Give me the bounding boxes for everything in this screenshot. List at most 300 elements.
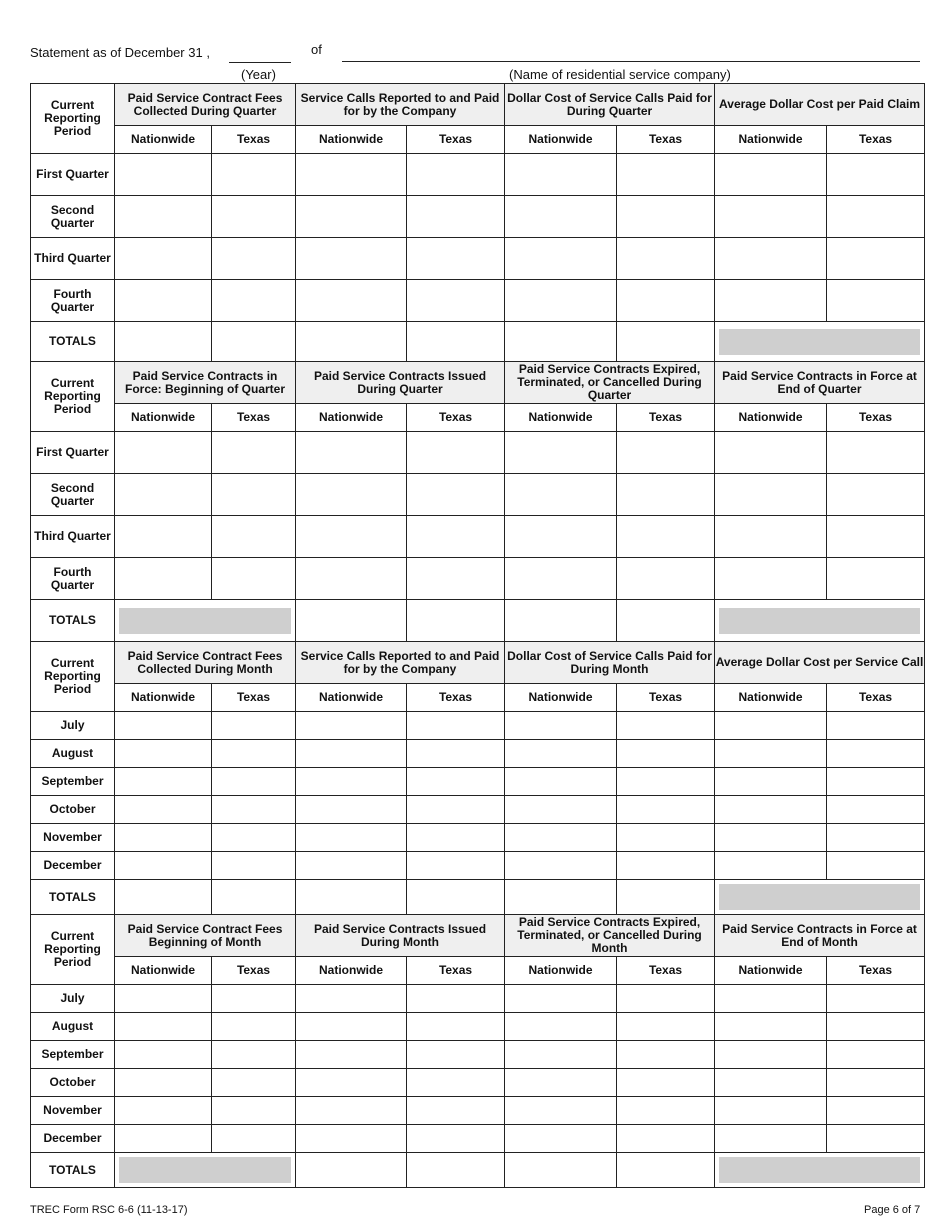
input-cell[interactable] bbox=[407, 558, 505, 600]
input-cell[interactable] bbox=[212, 558, 296, 600]
input-cell[interactable] bbox=[505, 1013, 617, 1041]
total-input-cell[interactable] bbox=[617, 600, 715, 642]
input-cell[interactable] bbox=[617, 1041, 715, 1069]
row-label-november: November bbox=[31, 824, 115, 852]
input-cell[interactable] bbox=[827, 985, 925, 1013]
input-cell[interactable] bbox=[715, 516, 827, 558]
row-label-fourth-quarter: Fourth Quarter bbox=[31, 558, 115, 600]
input-cell[interactable] bbox=[296, 474, 407, 516]
row-label-first-quarter: First Quarter bbox=[31, 432, 115, 474]
input-cell[interactable] bbox=[827, 238, 925, 280]
row-label-october: October bbox=[31, 796, 115, 824]
nationwide-header: Nationwide bbox=[115, 126, 212, 154]
input-cell[interactable] bbox=[212, 740, 296, 768]
table-row bbox=[31, 712, 925, 740]
input-cell[interactable] bbox=[115, 852, 212, 880]
input-cell[interactable] bbox=[617, 712, 715, 740]
total-input-cell[interactable] bbox=[407, 600, 505, 642]
input-cell[interactable] bbox=[715, 154, 827, 196]
table-row bbox=[31, 1041, 925, 1069]
input-cell[interactable] bbox=[115, 196, 212, 238]
shaded-total-cell bbox=[715, 880, 925, 915]
input-cell[interactable] bbox=[827, 1097, 925, 1125]
input-cell[interactable] bbox=[505, 985, 617, 1013]
nationwide-header: Nationwide bbox=[296, 684, 407, 712]
input-cell[interactable] bbox=[505, 432, 617, 474]
row-label-july: July bbox=[31, 985, 115, 1013]
texas-header: Texas bbox=[212, 684, 296, 712]
input-cell[interactable] bbox=[617, 985, 715, 1013]
input-cell[interactable] bbox=[296, 985, 407, 1013]
company-caption: (Name of residential service company) bbox=[509, 67, 731, 82]
input-cell[interactable] bbox=[827, 712, 925, 740]
nationwide-header: Nationwide bbox=[296, 404, 407, 432]
input-cell[interactable] bbox=[115, 1041, 212, 1069]
input-cell[interactable] bbox=[115, 796, 212, 824]
input-cell[interactable] bbox=[407, 238, 505, 280]
input-cell[interactable] bbox=[407, 985, 505, 1013]
input-cell[interactable] bbox=[715, 796, 827, 824]
input-cell[interactable] bbox=[296, 1069, 407, 1097]
texas-header: Texas bbox=[617, 126, 715, 154]
texas-header: Texas bbox=[212, 957, 296, 985]
table-row bbox=[31, 1069, 925, 1097]
input-cell[interactable] bbox=[617, 280, 715, 322]
input-cell[interactable] bbox=[296, 768, 407, 796]
input-cell[interactable] bbox=[505, 1041, 617, 1069]
input-cell[interactable] bbox=[296, 740, 407, 768]
input-cell[interactable] bbox=[115, 1013, 212, 1041]
nationwide-header: Nationwide bbox=[296, 957, 407, 985]
shaded-total-cell bbox=[715, 1153, 925, 1188]
input-cell[interactable] bbox=[296, 712, 407, 740]
totals-label: TOTALS bbox=[31, 1153, 115, 1188]
texas-header: Texas bbox=[407, 126, 505, 154]
table-row bbox=[31, 238, 925, 280]
input-cell[interactable] bbox=[505, 1069, 617, 1097]
nationwide-header: Nationwide bbox=[115, 404, 212, 432]
input-cell[interactable] bbox=[296, 280, 407, 322]
input-cell[interactable] bbox=[115, 1097, 212, 1125]
nationwide-header: Nationwide bbox=[715, 126, 827, 154]
table-row bbox=[31, 768, 925, 796]
nationwide-header: Nationwide bbox=[715, 684, 827, 712]
input-cell[interactable] bbox=[617, 432, 715, 474]
table-row bbox=[31, 474, 925, 516]
total-input-cell[interactable] bbox=[212, 322, 296, 362]
group-header-1: Paid Service Contract Fees Collected During Quarter bbox=[115, 84, 296, 126]
table-row bbox=[31, 154, 925, 196]
nationwide-header: Nationwide bbox=[115, 957, 212, 985]
shaded-total-cell bbox=[715, 322, 925, 362]
group-header-4: Average Dollar Cost per Service Call bbox=[715, 642, 925, 684]
total-input-cell[interactable] bbox=[505, 322, 617, 362]
input-cell[interactable] bbox=[115, 1069, 212, 1097]
texas-header: Texas bbox=[827, 404, 925, 432]
totals-row bbox=[31, 880, 925, 915]
input-cell[interactable] bbox=[296, 824, 407, 852]
row-label-fourth-quarter: Fourth Quarter bbox=[31, 280, 115, 322]
input-cell[interactable] bbox=[407, 824, 505, 852]
texas-header: Texas bbox=[407, 957, 505, 985]
input-cell[interactable] bbox=[505, 824, 617, 852]
total-input-cell[interactable] bbox=[115, 880, 212, 915]
input-cell[interactable] bbox=[715, 558, 827, 600]
current-reporting-period-label: Current Reporting Period bbox=[31, 642, 115, 712]
table-row bbox=[31, 280, 925, 322]
row-label-september: September bbox=[31, 768, 115, 796]
row-label-september: September bbox=[31, 1041, 115, 1069]
year-caption: (Year) bbox=[241, 67, 276, 82]
input-cell[interactable] bbox=[617, 558, 715, 600]
texas-header: Texas bbox=[617, 684, 715, 712]
input-cell[interactable] bbox=[407, 740, 505, 768]
texas-header: Texas bbox=[827, 126, 925, 154]
group-header-2: Paid Service Contracts Issued During Quarter bbox=[296, 362, 505, 404]
input-cell[interactable] bbox=[715, 1069, 827, 1097]
input-cell[interactable] bbox=[115, 824, 212, 852]
report-table bbox=[30, 83, 925, 1188]
group-header-3: Paid Service Contracts Expired, Terminated, or Cancelled During Month bbox=[505, 915, 715, 957]
input-cell[interactable] bbox=[827, 824, 925, 852]
statement-label: Statement as of December 31 , bbox=[30, 45, 210, 60]
section-1-group-row bbox=[31, 84, 925, 126]
input-cell[interactable] bbox=[296, 1013, 407, 1041]
input-cell[interactable] bbox=[505, 1125, 617, 1153]
total-input-cell[interactable] bbox=[212, 880, 296, 915]
totals-label: TOTALS bbox=[31, 880, 115, 915]
input-cell[interactable] bbox=[715, 1125, 827, 1153]
input-cell[interactable] bbox=[827, 154, 925, 196]
current-reporting-period-label: Current Reporting Period bbox=[31, 362, 115, 432]
row-label-august: August bbox=[31, 1013, 115, 1041]
texas-header: Texas bbox=[827, 684, 925, 712]
group-header-2: Service Calls Reported to and Paid for by the Company bbox=[296, 84, 505, 126]
texas-header: Texas bbox=[212, 404, 296, 432]
input-cell[interactable] bbox=[296, 154, 407, 196]
texas-header: Texas bbox=[212, 126, 296, 154]
input-cell[interactable] bbox=[827, 852, 925, 880]
input-cell[interactable] bbox=[617, 474, 715, 516]
input-cell[interactable] bbox=[827, 740, 925, 768]
input-cell[interactable] bbox=[212, 796, 296, 824]
input-cell[interactable] bbox=[212, 1013, 296, 1041]
table-row bbox=[31, 824, 925, 852]
input-cell[interactable] bbox=[505, 280, 617, 322]
input-cell[interactable] bbox=[827, 558, 925, 600]
current-reporting-period-label: Current Reporting Period bbox=[31, 84, 115, 154]
input-cell[interactable] bbox=[505, 1097, 617, 1125]
input-cell[interactable] bbox=[617, 768, 715, 796]
total-input-cell[interactable] bbox=[617, 1153, 715, 1188]
input-cell[interactable] bbox=[505, 796, 617, 824]
group-header-3: Paid Service Contracts Expired, Terminated, or Cancelled During Quarter bbox=[505, 362, 715, 404]
input-cell[interactable] bbox=[212, 154, 296, 196]
input-cell[interactable] bbox=[617, 1125, 715, 1153]
input-cell[interactable] bbox=[617, 824, 715, 852]
input-cell[interactable] bbox=[827, 1069, 925, 1097]
of-label: of bbox=[311, 42, 322, 57]
total-input-cell[interactable] bbox=[505, 1153, 617, 1188]
table-row bbox=[31, 740, 925, 768]
input-cell[interactable] bbox=[505, 154, 617, 196]
input-cell[interactable] bbox=[407, 432, 505, 474]
input-cell[interactable] bbox=[212, 1097, 296, 1125]
texas-header: Texas bbox=[827, 957, 925, 985]
table-row bbox=[31, 196, 925, 238]
nationwide-header: Nationwide bbox=[296, 126, 407, 154]
section-3-sub-row bbox=[31, 684, 925, 712]
input-cell[interactable] bbox=[715, 238, 827, 280]
input-cell[interactable] bbox=[715, 1097, 827, 1125]
input-cell[interactable] bbox=[505, 852, 617, 880]
input-cell[interactable] bbox=[115, 985, 212, 1013]
input-cell[interactable] bbox=[115, 740, 212, 768]
group-header-3: Dollar Cost of Service Calls Paid for During Month bbox=[505, 642, 715, 684]
input-cell[interactable] bbox=[407, 474, 505, 516]
input-cell[interactable] bbox=[296, 796, 407, 824]
total-input-cell[interactable] bbox=[115, 322, 212, 362]
totals-label: TOTALS bbox=[31, 322, 115, 362]
input-cell[interactable] bbox=[407, 1069, 505, 1097]
input-cell[interactable] bbox=[827, 432, 925, 474]
input-cell[interactable] bbox=[505, 516, 617, 558]
input-cell[interactable] bbox=[827, 768, 925, 796]
texas-header: Texas bbox=[617, 404, 715, 432]
input-cell[interactable] bbox=[296, 852, 407, 880]
input-cell[interactable] bbox=[212, 768, 296, 796]
input-cell[interactable] bbox=[617, 516, 715, 558]
total-input-cell[interactable] bbox=[505, 880, 617, 915]
section-2-group-row bbox=[31, 362, 925, 404]
input-cell[interactable] bbox=[115, 154, 212, 196]
input-cell[interactable] bbox=[212, 196, 296, 238]
input-cell[interactable] bbox=[296, 516, 407, 558]
shaded-total-cell bbox=[115, 600, 296, 642]
input-cell[interactable] bbox=[617, 1097, 715, 1125]
input-cell[interactable] bbox=[212, 280, 296, 322]
group-header-1: Paid Service Contracts in Force: Beginning of Quarter bbox=[115, 362, 296, 404]
input-cell[interactable] bbox=[715, 1013, 827, 1041]
nationwide-header: Nationwide bbox=[715, 957, 827, 985]
input-cell[interactable] bbox=[212, 1125, 296, 1153]
total-input-cell[interactable] bbox=[617, 880, 715, 915]
input-cell[interactable] bbox=[115, 516, 212, 558]
input-cell[interactable] bbox=[505, 238, 617, 280]
input-cell[interactable] bbox=[115, 712, 212, 740]
input-cell[interactable] bbox=[407, 516, 505, 558]
row-label-second-quarter: Second Quarter bbox=[31, 196, 115, 238]
table-row bbox=[31, 985, 925, 1013]
input-cell[interactable] bbox=[296, 1097, 407, 1125]
input-cell[interactable] bbox=[827, 474, 925, 516]
row-label-first-quarter: First Quarter bbox=[31, 154, 115, 196]
row-label-july: July bbox=[31, 712, 115, 740]
row-label-october: October bbox=[31, 1069, 115, 1097]
year-field[interactable] bbox=[229, 62, 291, 63]
input-cell[interactable] bbox=[212, 852, 296, 880]
input-cell[interactable] bbox=[212, 238, 296, 280]
input-cell[interactable] bbox=[827, 516, 925, 558]
input-cell[interactable] bbox=[407, 280, 505, 322]
total-input-cell[interactable] bbox=[296, 322, 407, 362]
nationwide-header: Nationwide bbox=[505, 957, 617, 985]
input-cell[interactable] bbox=[407, 1097, 505, 1125]
input-cell[interactable] bbox=[715, 196, 827, 238]
total-input-cell[interactable] bbox=[407, 880, 505, 915]
total-input-cell[interactable] bbox=[296, 880, 407, 915]
table-row bbox=[31, 796, 925, 824]
input-cell[interactable] bbox=[715, 824, 827, 852]
input-cell[interactable] bbox=[715, 768, 827, 796]
row-label-second-quarter: Second Quarter bbox=[31, 474, 115, 516]
input-cell[interactable] bbox=[617, 154, 715, 196]
input-cell[interactable] bbox=[617, 1069, 715, 1097]
input-cell[interactable] bbox=[715, 474, 827, 516]
texas-header: Texas bbox=[617, 957, 715, 985]
row-label-third-quarter: Third Quarter bbox=[31, 238, 115, 280]
input-cell[interactable] bbox=[296, 1125, 407, 1153]
input-cell[interactable] bbox=[617, 196, 715, 238]
section-4-group-row bbox=[31, 915, 925, 957]
input-cell[interactable] bbox=[617, 740, 715, 768]
input-cell[interactable] bbox=[296, 558, 407, 600]
input-cell[interactable] bbox=[296, 238, 407, 280]
table-row bbox=[31, 516, 925, 558]
shaded-total-cell bbox=[115, 1153, 296, 1188]
input-cell[interactable] bbox=[617, 796, 715, 824]
input-cell[interactable] bbox=[827, 280, 925, 322]
nationwide-header: Nationwide bbox=[505, 404, 617, 432]
total-input-cell[interactable] bbox=[505, 600, 617, 642]
table-row bbox=[31, 432, 925, 474]
input-cell[interactable] bbox=[407, 1041, 505, 1069]
table-row bbox=[31, 1013, 925, 1041]
input-cell[interactable] bbox=[296, 1041, 407, 1069]
input-cell[interactable] bbox=[115, 238, 212, 280]
input-cell[interactable] bbox=[407, 768, 505, 796]
input-cell[interactable] bbox=[212, 474, 296, 516]
input-cell[interactable] bbox=[212, 432, 296, 474]
input-cell[interactable] bbox=[617, 238, 715, 280]
input-cell[interactable] bbox=[505, 196, 617, 238]
group-header-3: Dollar Cost of Service Calls Paid for During Quarter bbox=[505, 84, 715, 126]
row-label-third-quarter: Third Quarter bbox=[31, 516, 115, 558]
total-input-cell[interactable] bbox=[296, 600, 407, 642]
section-1-sub-row bbox=[31, 126, 925, 154]
input-cell[interactable] bbox=[715, 280, 827, 322]
company-name-field[interactable] bbox=[342, 61, 920, 62]
row-label-december: December bbox=[31, 852, 115, 880]
input-cell[interactable] bbox=[296, 432, 407, 474]
total-input-cell[interactable] bbox=[407, 1153, 505, 1188]
table-row bbox=[31, 1097, 925, 1125]
section-4-sub-row bbox=[31, 957, 925, 985]
input-cell[interactable] bbox=[505, 474, 617, 516]
input-cell[interactable] bbox=[407, 154, 505, 196]
shaded-total-cell bbox=[715, 600, 925, 642]
input-cell[interactable] bbox=[715, 1041, 827, 1069]
group-header-2: Paid Service Contracts Issued During Month bbox=[296, 915, 505, 957]
total-input-cell[interactable] bbox=[407, 322, 505, 362]
group-header-1: Paid Service Contract Fees Beginning of Month bbox=[115, 915, 296, 957]
input-cell[interactable] bbox=[827, 1125, 925, 1153]
input-cell[interactable] bbox=[407, 796, 505, 824]
row-label-november: November bbox=[31, 1097, 115, 1125]
input-cell[interactable] bbox=[827, 796, 925, 824]
input-cell[interactable] bbox=[212, 1041, 296, 1069]
input-cell[interactable] bbox=[617, 852, 715, 880]
input-cell[interactable] bbox=[212, 985, 296, 1013]
input-cell[interactable] bbox=[407, 196, 505, 238]
group-header-2: Service Calls Reported to and Paid for by the Company bbox=[296, 642, 505, 684]
totals-row bbox=[31, 600, 925, 642]
input-cell[interactable] bbox=[115, 280, 212, 322]
input-cell[interactable] bbox=[715, 432, 827, 474]
nationwide-header: Nationwide bbox=[505, 126, 617, 154]
input-cell[interactable] bbox=[505, 558, 617, 600]
input-cell[interactable] bbox=[115, 1125, 212, 1153]
input-cell[interactable] bbox=[212, 516, 296, 558]
nationwide-header: Nationwide bbox=[505, 684, 617, 712]
group-header-1: Paid Service Contract Fees Collected During Month bbox=[115, 642, 296, 684]
input-cell[interactable] bbox=[715, 712, 827, 740]
input-cell[interactable] bbox=[505, 740, 617, 768]
input-cell[interactable] bbox=[407, 1013, 505, 1041]
input-cell[interactable] bbox=[827, 1041, 925, 1069]
input-cell[interactable] bbox=[115, 558, 212, 600]
input-cell[interactable] bbox=[715, 852, 827, 880]
form-id: TREC Form RSC 6-6 (11-13-17) bbox=[30, 1204, 188, 1216]
input-cell[interactable] bbox=[212, 712, 296, 740]
total-input-cell[interactable] bbox=[296, 1153, 407, 1188]
table-row bbox=[31, 558, 925, 600]
table-row bbox=[31, 1125, 925, 1153]
input-cell[interactable] bbox=[212, 1069, 296, 1097]
input-cell[interactable] bbox=[407, 712, 505, 740]
table-row bbox=[31, 852, 925, 880]
total-input-cell[interactable] bbox=[617, 322, 715, 362]
input-cell[interactable] bbox=[296, 196, 407, 238]
input-cell[interactable] bbox=[212, 824, 296, 852]
input-cell[interactable] bbox=[407, 1125, 505, 1153]
input-cell[interactable] bbox=[827, 196, 925, 238]
input-cell[interactable] bbox=[115, 432, 212, 474]
section-2-sub-row bbox=[31, 404, 925, 432]
input-cell[interactable] bbox=[505, 768, 617, 796]
nationwide-header: Nationwide bbox=[715, 404, 827, 432]
input-cell[interactable] bbox=[115, 474, 212, 516]
current-reporting-period-label: Current Reporting Period bbox=[31, 915, 115, 985]
group-header-4: Paid Service Contracts in Force at End of Quarter bbox=[715, 362, 925, 404]
totals-label: TOTALS bbox=[31, 600, 115, 642]
totals-row bbox=[31, 1153, 925, 1188]
input-cell[interactable] bbox=[407, 852, 505, 880]
row-label-december: December bbox=[31, 1125, 115, 1153]
texas-header: Texas bbox=[407, 404, 505, 432]
section-3-group-row bbox=[31, 642, 925, 684]
input-cell[interactable] bbox=[715, 985, 827, 1013]
input-cell[interactable] bbox=[617, 1013, 715, 1041]
nationwide-header: Nationwide bbox=[115, 684, 212, 712]
input-cell[interactable] bbox=[827, 1013, 925, 1041]
input-cell[interactable] bbox=[505, 712, 617, 740]
totals-row bbox=[31, 322, 925, 362]
input-cell[interactable] bbox=[115, 768, 212, 796]
input-cell[interactable] bbox=[715, 740, 827, 768]
texas-header: Texas bbox=[407, 684, 505, 712]
row-label-august: August bbox=[31, 740, 115, 768]
